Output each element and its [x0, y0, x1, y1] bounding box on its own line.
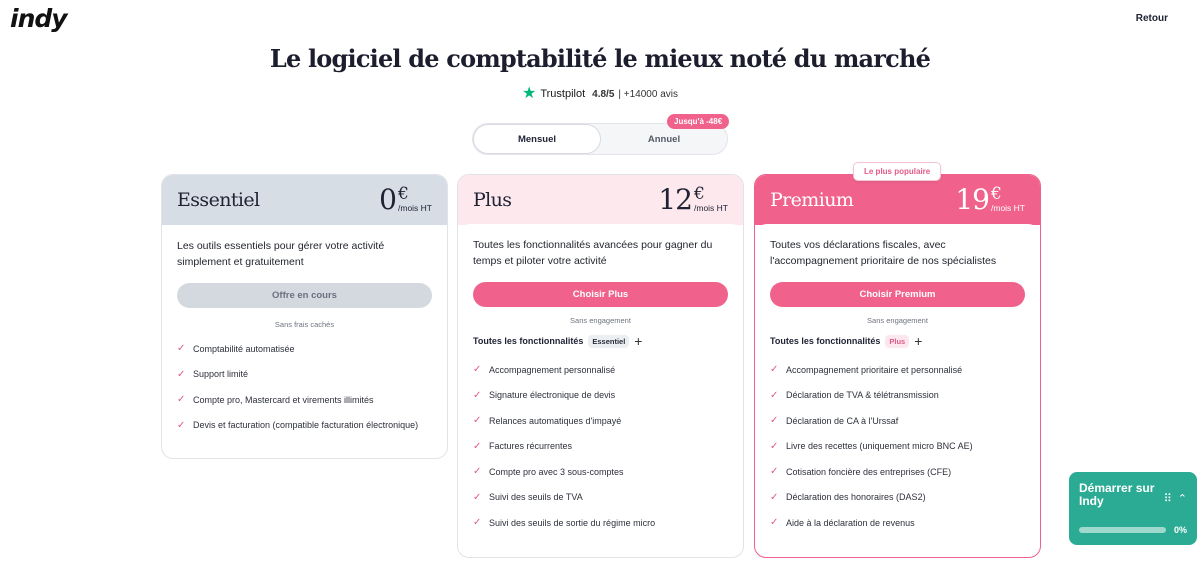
check-icon: ✓ [770, 466, 779, 478]
price-amount: 0 [379, 183, 396, 216]
trustpilot-brand: Trustpilot [540, 88, 586, 100]
included-plan-tag: Essentiel [588, 335, 629, 348]
plan-card-essentiel [161, 174, 448, 459]
list-item: ✓ Devis et facturation (compatible facturation électronique) [177, 419, 419, 431]
plan-note: Sans engagement [570, 316, 631, 325]
list-item: ✓ Factures récurrentes [473, 440, 573, 452]
choose-plus-button[interactable]: Choisir Plus [473, 282, 728, 307]
progress-track [1079, 527, 1166, 533]
check-icon: ✓ [473, 440, 482, 452]
widget-title: Démarrer sur Indy [1079, 481, 1155, 508]
feature-list [770, 357, 1025, 536]
list-item: ✓ Accompagnement personnalisé [473, 364, 616, 376]
check-icon: ✓ [770, 415, 779, 427]
onboarding-widget[interactable] [1069, 472, 1197, 545]
price-currency: € [398, 184, 409, 204]
plus-icon[interactable]: + [914, 333, 923, 349]
plan-description: Toutes les fonctionnalités avancées pour gagner du temps et piloter votre activité [473, 239, 713, 267]
plan-name: Plus [473, 189, 512, 211]
plan-description: Toutes vos déclarations fiscales, avec l'accompagnement prioritaire de nos spécialistes [770, 239, 997, 267]
check-icon: ✓ [177, 343, 186, 355]
list-item: ✓ Déclaration de CA à l'Urssaf [770, 415, 899, 427]
yearly-option[interactable]: Annuel [601, 124, 727, 154]
check-icon: ✓ [473, 491, 482, 503]
check-icon: ✓ [770, 440, 779, 452]
plan-header [162, 175, 447, 225]
price-period: /mois HT [991, 203, 1025, 213]
price-period: /mois HT [398, 203, 432, 213]
plan-price [379, 185, 432, 215]
current-offer-button[interactable]: Offre en cours [177, 283, 432, 308]
check-icon: ✓ [473, 415, 482, 427]
plan-note: Sans frais cachés [274, 320, 335, 329]
discount-badge: Jusqu'à -48€ [667, 114, 729, 129]
all-features-row [770, 333, 1025, 349]
check-icon: ✓ [177, 368, 186, 380]
choose-premium-button[interactable]: Choisir Premium [770, 282, 1025, 307]
plan-price [955, 185, 1025, 215]
rating-score: 4.8/5 [592, 88, 615, 100]
list-item: ✓ Compte pro, Mastercard et virements illimités [177, 394, 374, 406]
monthly-option[interactable]: Mensuel [473, 124, 601, 154]
star-icon: ★ [521, 85, 537, 102]
price-period: /mois HT [694, 203, 728, 213]
all-features-row [473, 333, 728, 349]
list-item: ✓ Aide à la déclaration de revenus [770, 517, 915, 529]
list-item: ✓ Suivi des seuils de sortie du régime micro [473, 517, 656, 529]
plus-icon[interactable]: + [634, 333, 643, 349]
price-amount: 19 [955, 183, 989, 216]
list-item: ✓ Support limité [177, 368, 249, 380]
indy-logo[interactable]: indy [10, 4, 67, 33]
back-link[interactable]: Retour [1135, 13, 1168, 24]
page-title: Le logiciel de comptabilité le mieux noté du marché [269, 44, 931, 73]
plan-name: Essentiel [177, 189, 260, 211]
plan-description: Les outils essentiels pour gérer votre activité simplement et gratuitement [177, 240, 385, 268]
check-icon: ✓ [473, 364, 482, 376]
plan-header [458, 175, 743, 225]
price-currency: € [694, 184, 705, 204]
list-item: ✓ Compte pro avec 3 sous-comptes [473, 466, 624, 478]
review-count: | +14000 avis [618, 88, 678, 100]
included-plan-tag: Plus [885, 335, 909, 348]
price-amount: 12 [658, 183, 692, 216]
drag-handle-icon[interactable]: ⠿ [1163, 493, 1172, 505]
chevron-up-icon[interactable]: ⌃ [1177, 493, 1187, 505]
all-features-label: Toutes les fonctionnalités [473, 336, 584, 346]
check-icon: ✓ [473, 517, 482, 529]
plan-card-premium [754, 167, 1041, 558]
list-item: ✓ Livre des recettes (uniquement micro BNC AE) [770, 440, 973, 452]
plan-body [162, 225, 447, 452]
list-item: ✓ Déclaration de TVA & télétransmission [770, 389, 939, 401]
check-icon: ✓ [770, 389, 779, 401]
plan-name: Premium [770, 189, 854, 211]
all-features-label: Toutes les fonctionnalités [770, 336, 881, 346]
plan-body [755, 224, 1040, 550]
list-item: ✓ Signature électronique de devis [473, 389, 616, 401]
check-icon: ✓ [473, 466, 482, 478]
plan-body [458, 224, 743, 550]
list-item: ✓ Accompagnement prioritaire et personnalisé [770, 364, 963, 376]
plan-header [755, 175, 1040, 225]
list-item: ✓ Suivi des seuils de TVA [473, 491, 583, 503]
feature-list [177, 336, 432, 438]
check-icon: ✓ [770, 517, 779, 529]
check-icon: ✓ [770, 364, 779, 376]
check-icon: ✓ [177, 394, 186, 406]
list-item: ✓ Déclaration des honoraires (DAS2) [770, 491, 926, 503]
progress-label: 0% [1173, 525, 1187, 535]
list-item: ✓ Cotisation foncière des entreprises (CFE) [770, 466, 952, 478]
check-icon: ✓ [770, 491, 779, 503]
onboarding-progress [1079, 525, 1187, 535]
price-currency: € [991, 184, 1002, 204]
plan-price [658, 185, 728, 215]
check-icon: ✓ [473, 389, 482, 401]
feature-list [473, 357, 728, 536]
check-icon: ✓ [177, 419, 186, 431]
list-item: ✓ Relances automatiques d'impayé [473, 415, 622, 427]
popular-badge: Le plus populaire [853, 162, 941, 181]
list-item: ✓ Comptabilité automatisée [177, 343, 295, 355]
trustpilot-rating [0, 86, 1200, 102]
plan-card-plus [457, 174, 744, 558]
plan-note: Sans engagement [867, 316, 928, 325]
